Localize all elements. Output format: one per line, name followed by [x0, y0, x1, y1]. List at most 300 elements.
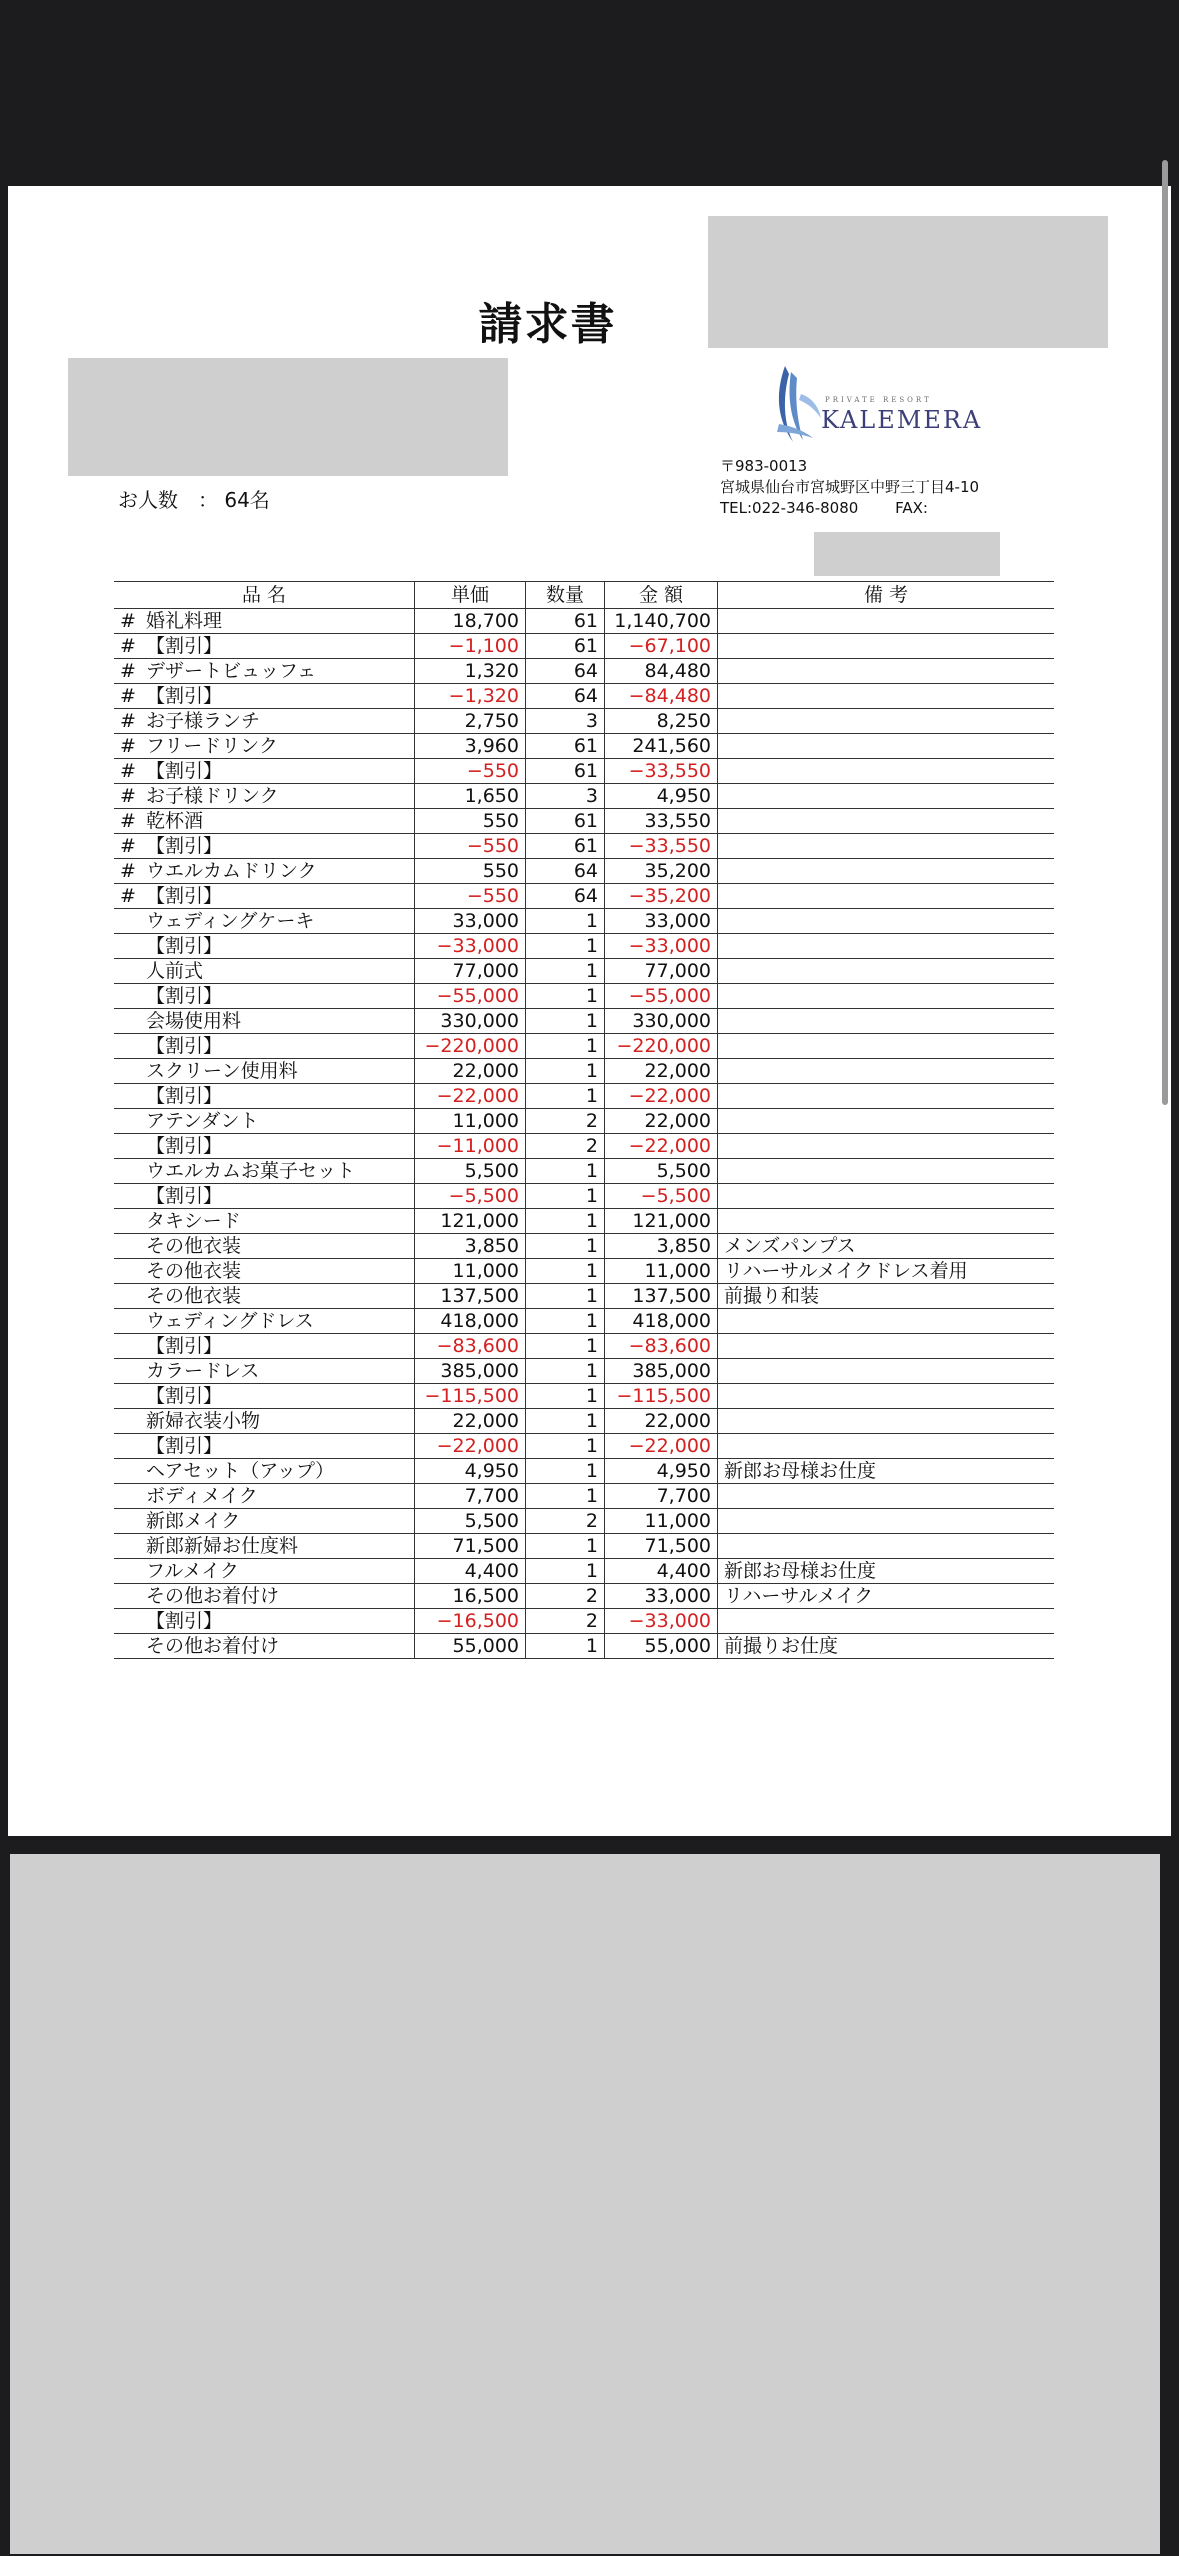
amount-cell: 33,000 — [605, 1584, 718, 1609]
item-name: フリードリンク — [146, 735, 278, 757]
item-name: その他衣装 — [146, 1235, 242, 1257]
note-cell — [718, 784, 1055, 809]
table-row — [114, 1384, 1054, 1409]
quantity-cell: 1 — [526, 1059, 605, 1084]
logo-subtitle: PRIVATE RESORT — [825, 396, 932, 404]
note-cell — [718, 859, 1055, 884]
amount-cell: −55,000 — [605, 984, 718, 1009]
table-row — [114, 759, 1054, 784]
contact-line — [720, 498, 979, 519]
unit-price-cell: 385,000 — [415, 1359, 526, 1384]
redacted-block-recipient — [68, 358, 508, 476]
item-name: デザートビュッフェ — [146, 660, 317, 682]
item-name: 【割引】 — [146, 1085, 223, 1107]
item-hash-mark: # — [120, 635, 136, 657]
quantity-cell: 61 — [526, 734, 605, 759]
amount-cell: 418,000 — [605, 1309, 718, 1334]
note-cell — [718, 1134, 1055, 1159]
table-row — [114, 1059, 1054, 1084]
amount-cell: 33,550 — [605, 809, 718, 834]
note-cell: 新郎お母様お仕度 — [718, 1459, 1055, 1484]
quantity-cell: 61 — [526, 609, 605, 634]
note-cell — [718, 1059, 1055, 1084]
quantity-cell: 1 — [526, 1284, 605, 1309]
unit-price-cell: 16,500 — [415, 1584, 526, 1609]
quantity-cell: 1 — [526, 1009, 605, 1034]
table-row — [114, 1559, 1054, 1584]
amount-cell: −33,000 — [605, 1609, 718, 1634]
amount-cell: −33,000 — [605, 934, 718, 959]
quantity-cell: 1 — [526, 934, 605, 959]
quantity-cell: 1 — [526, 1434, 605, 1459]
item-name: 乾杯酒 — [146, 810, 204, 832]
invoice-items-table — [114, 581, 1054, 1659]
unit-price-cell: 1,650 — [415, 784, 526, 809]
note-cell — [718, 1209, 1055, 1234]
note-cell — [718, 834, 1055, 859]
company-address: 宮城県仙台市宮城野区中野三丁目4-10 — [720, 478, 980, 496]
table-row — [114, 1134, 1054, 1159]
invoice-page — [8, 186, 1171, 1836]
item-name: ヘアセット（アップ） — [146, 1460, 335, 1482]
company-logo — [773, 364, 983, 448]
unit-price-cell: −5,500 — [415, 1184, 526, 1209]
quantity-cell: 1 — [526, 1334, 605, 1359]
table-row — [114, 934, 1054, 959]
note-cell: リハーサルメイク — [718, 1584, 1055, 1609]
page-title: 請求書 — [478, 299, 617, 350]
note-cell — [718, 984, 1055, 1009]
note-cell: リハーサルメイクドレス着用 — [718, 1259, 1055, 1284]
item-name: 【割引】 — [146, 1185, 223, 1207]
item-name-cell — [114, 909, 415, 934]
quantity-cell: 1 — [526, 909, 605, 934]
unit-price-cell: 3,850 — [415, 1234, 526, 1259]
note-cell — [718, 809, 1055, 834]
unit-price-cell: 5,500 — [415, 1159, 526, 1184]
amount-cell: −35,200 — [605, 884, 718, 909]
amount-cell: 330,000 — [605, 1009, 718, 1034]
unit-price-cell: 4,400 — [415, 1559, 526, 1584]
item-name-cell — [114, 1384, 415, 1409]
item-name: 【割引】 — [146, 1335, 223, 1357]
item-name: 【割引】 — [146, 760, 223, 782]
amount-cell: −5,500 — [605, 1184, 718, 1209]
unit-price-cell: 5,500 — [415, 1509, 526, 1534]
item-name-cell — [114, 834, 415, 859]
unit-price-cell: 22,000 — [415, 1059, 526, 1084]
unit-price-cell: 550 — [415, 859, 526, 884]
item-name-cell — [114, 859, 415, 884]
item-name-cell — [114, 1009, 415, 1034]
note-cell: メンズパンプス — [718, 1234, 1055, 1259]
item-name: カラードレス — [146, 1360, 260, 1382]
persons-label: お人数 ： — [118, 488, 218, 512]
table-row — [114, 1484, 1054, 1509]
amount-cell: 11,000 — [605, 1509, 718, 1534]
note-cell — [718, 659, 1055, 684]
note-cell — [718, 709, 1055, 734]
unit-price-cell: 550 — [415, 809, 526, 834]
unit-price-cell: 77,000 — [415, 959, 526, 984]
amount-cell: −22,000 — [605, 1134, 718, 1159]
table-row — [114, 1509, 1054, 1534]
table-row — [114, 1084, 1054, 1109]
item-name-cell — [114, 1534, 415, 1559]
item-name-cell — [114, 1484, 415, 1509]
amount-cell: −33,550 — [605, 834, 718, 859]
amount-cell: 84,480 — [605, 659, 718, 684]
table-row — [114, 1009, 1054, 1034]
note-cell — [718, 1184, 1055, 1209]
item-hash-mark: # — [120, 785, 136, 807]
unit-price-cell: −1,100 — [415, 634, 526, 659]
item-name: その他お着付け — [146, 1635, 280, 1657]
quantity-cell: 1 — [526, 1359, 605, 1384]
item-name: 【割引】 — [146, 935, 223, 957]
item-name: 【割引】 — [146, 885, 223, 907]
amount-cell: −22,000 — [605, 1084, 718, 1109]
header-amount: 金 額 — [605, 582, 718, 609]
unit-price-cell: −16,500 — [415, 1609, 526, 1634]
unit-price-cell: 330,000 — [415, 1009, 526, 1034]
table-row — [114, 609, 1054, 634]
quantity-cell: 2 — [526, 1584, 605, 1609]
item-name: 【割引】 — [146, 685, 223, 707]
item-name: その他衣装 — [146, 1260, 242, 1282]
amount-cell: 241,560 — [605, 734, 718, 759]
item-name-cell — [114, 684, 415, 709]
amount-cell: 137,500 — [605, 1284, 718, 1309]
unit-price-cell: 121,000 — [415, 1209, 526, 1234]
unit-price-cell: −83,600 — [415, 1334, 526, 1359]
fax-number: FAX: — [895, 499, 928, 517]
item-name-cell — [114, 609, 415, 634]
quantity-cell: 1 — [526, 1484, 605, 1509]
item-name-cell — [114, 1234, 415, 1259]
quantity-cell: 1 — [526, 1409, 605, 1434]
unit-price-cell: 11,000 — [415, 1259, 526, 1284]
item-name-cell — [114, 784, 415, 809]
table-row — [114, 1409, 1054, 1434]
table-row — [114, 1309, 1054, 1334]
item-name: ウェディングケーキ — [146, 910, 315, 932]
item-name: 会場使用料 — [146, 1010, 242, 1032]
amount-cell: 4,950 — [605, 1459, 718, 1484]
table-row — [114, 709, 1054, 734]
note-cell — [718, 1109, 1055, 1134]
item-hash-mark: # — [120, 835, 136, 857]
item-name: 【割引】 — [146, 985, 223, 1007]
amount-cell: 121,000 — [605, 1209, 718, 1234]
note-cell — [718, 1484, 1055, 1509]
note-cell — [718, 1384, 1055, 1409]
quantity-cell: 61 — [526, 809, 605, 834]
item-name: お子様ランチ — [146, 710, 261, 732]
note-cell — [718, 1359, 1055, 1384]
item-name: 【割引】 — [146, 835, 223, 857]
quantity-cell: 61 — [526, 634, 605, 659]
amount-cell: −220,000 — [605, 1034, 718, 1059]
amount-cell: −115,500 — [605, 1384, 718, 1409]
item-name-cell — [114, 634, 415, 659]
table-row — [114, 1259, 1054, 1284]
amount-cell: 71,500 — [605, 1534, 718, 1559]
quantity-cell: 64 — [526, 859, 605, 884]
quantity-cell: 1 — [526, 1034, 605, 1059]
item-name-cell — [114, 1584, 415, 1609]
amount-cell: 385,000 — [605, 1359, 718, 1384]
quantity-cell: 2 — [526, 1109, 605, 1134]
unit-price-cell: 55,000 — [415, 1634, 526, 1659]
header-unit-price: 単価 — [415, 582, 526, 609]
item-name-cell — [114, 1459, 415, 1484]
header-quantity: 数量 — [526, 582, 605, 609]
unit-price-cell: −1,320 — [415, 684, 526, 709]
amount-cell: −84,480 — [605, 684, 718, 709]
quantity-cell: 1 — [526, 959, 605, 984]
note-cell — [718, 734, 1055, 759]
amount-cell: −67,100 — [605, 634, 718, 659]
item-name-cell — [114, 1034, 415, 1059]
quantity-cell: 1 — [526, 1259, 605, 1284]
header-item-name: 品 名 — [114, 582, 415, 609]
note-cell — [718, 1334, 1055, 1359]
item-name-cell — [114, 1259, 415, 1284]
item-name: 人前式 — [146, 960, 204, 982]
amount-cell: 77,000 — [605, 959, 718, 984]
quantity-cell: 64 — [526, 884, 605, 909]
item-name-cell — [114, 1309, 415, 1334]
note-cell — [718, 1434, 1055, 1459]
amount-cell: −22,000 — [605, 1434, 718, 1459]
quantity-cell: 1 — [526, 1534, 605, 1559]
table-row — [114, 1459, 1054, 1484]
quantity-cell: 2 — [526, 1134, 605, 1159]
quantity-cell: 2 — [526, 1609, 605, 1634]
table-row — [114, 909, 1054, 934]
item-name: タキシード — [146, 1210, 241, 1232]
note-cell — [718, 1309, 1055, 1334]
amount-cell: 5,500 — [605, 1159, 718, 1184]
item-name-cell — [114, 1209, 415, 1234]
item-name-cell — [114, 709, 415, 734]
item-name-cell — [114, 1159, 415, 1184]
note-cell — [718, 634, 1055, 659]
unit-price-cell: 11,000 — [415, 1109, 526, 1134]
table-row — [114, 834, 1054, 859]
logo-name: KALEMERA — [821, 406, 983, 434]
note-cell — [718, 1534, 1055, 1559]
item-name-cell — [114, 1359, 415, 1384]
item-name-cell — [114, 1084, 415, 1109]
note-cell — [718, 1009, 1055, 1034]
table-row — [114, 634, 1054, 659]
item-hash-mark: # — [120, 810, 136, 832]
table-row — [114, 734, 1054, 759]
table-row — [114, 1209, 1054, 1234]
quantity-cell: 1 — [526, 1459, 605, 1484]
unit-price-cell: 18,700 — [415, 609, 526, 634]
scrollbar[interactable] — [1162, 160, 1168, 1105]
table-header-row — [114, 582, 1054, 609]
note-cell: 前撮りお仕度 — [718, 1634, 1055, 1659]
item-name-cell — [114, 1184, 415, 1209]
quantity-cell: 1 — [526, 984, 605, 1009]
unit-price-cell: −55,000 — [415, 984, 526, 1009]
item-name-cell — [114, 1434, 415, 1459]
quantity-cell: 3 — [526, 784, 605, 809]
item-hash-mark: # — [120, 735, 136, 757]
item-name-cell — [114, 959, 415, 984]
table-row — [114, 1034, 1054, 1059]
table-row — [114, 1334, 1054, 1359]
unit-price-cell: −550 — [415, 834, 526, 859]
item-hash-mark: # — [120, 885, 136, 907]
note-cell — [718, 1509, 1055, 1534]
item-name: ウエルカムお菓子セット — [146, 1160, 356, 1182]
item-name: 【割引】 — [146, 1035, 223, 1057]
unit-price-cell: 2,750 — [415, 709, 526, 734]
item-name-cell — [114, 884, 415, 909]
amount-cell: 4,400 — [605, 1559, 718, 1584]
item-name-cell — [114, 759, 415, 784]
table-row — [114, 1234, 1054, 1259]
table-row — [114, 1159, 1054, 1184]
item-name-cell — [114, 1509, 415, 1534]
item-name-cell — [114, 809, 415, 834]
item-name: ウェディングドレス — [146, 1310, 314, 1332]
quantity-cell: 1 — [526, 1384, 605, 1409]
unit-price-cell: −33,000 — [415, 934, 526, 959]
item-name: その他お着付け — [146, 1585, 280, 1607]
quantity-cell: 1 — [526, 1209, 605, 1234]
table-row — [114, 1284, 1054, 1309]
quantity-cell: 3 — [526, 709, 605, 734]
table-row — [114, 859, 1054, 884]
unit-price-cell: 418,000 — [415, 1309, 526, 1334]
quantity-cell: 61 — [526, 834, 605, 859]
item-name: その他衣装 — [146, 1285, 242, 1307]
item-name: 婚礼料理 — [146, 610, 223, 632]
note-cell — [718, 909, 1055, 934]
note-cell — [718, 759, 1055, 784]
item-hash-mark: # — [120, 685, 136, 707]
table-row — [114, 1584, 1054, 1609]
item-name-cell — [114, 1134, 415, 1159]
note-cell — [718, 884, 1055, 909]
item-name: スクリーン使用料 — [146, 1060, 298, 1082]
item-name-cell — [114, 984, 415, 1009]
postal-code: 〒983-0013 — [720, 457, 808, 475]
item-name: お子様ドリンク — [146, 785, 279, 807]
table-row — [114, 1109, 1054, 1134]
unit-price-cell: 7,700 — [415, 1484, 526, 1509]
item-name-cell — [114, 934, 415, 959]
unit-price-cell: −550 — [415, 759, 526, 784]
item-name: 【割引】 — [146, 1135, 223, 1157]
persons-count — [118, 484, 270, 513]
quantity-cell: 1 — [526, 1159, 605, 1184]
redacted-second-page — [10, 1854, 1160, 2554]
tel-number: TEL:022-346-8080 — [720, 499, 859, 517]
quantity-cell: 61 — [526, 759, 605, 784]
item-hash-mark: # — [120, 610, 136, 632]
amount-cell: 22,000 — [605, 1059, 718, 1084]
unit-price-cell: −22,000 — [415, 1434, 526, 1459]
item-hash-mark: # — [120, 860, 136, 882]
item-name: ボディメイク — [146, 1485, 258, 1507]
unit-price-cell: 71,500 — [415, 1534, 526, 1559]
table-row — [114, 1434, 1054, 1459]
table-row — [114, 1609, 1054, 1634]
item-name: 【割引】 — [146, 1385, 223, 1407]
unit-price-cell: −115,500 — [415, 1384, 526, 1409]
table-row — [114, 684, 1054, 709]
quantity-cell: 1 — [526, 1234, 605, 1259]
item-name-cell — [114, 1559, 415, 1584]
item-name: フルメイク — [146, 1560, 239, 1582]
note-cell — [718, 609, 1055, 634]
item-name-cell — [114, 1334, 415, 1359]
amount-cell: 3,850 — [605, 1234, 718, 1259]
amount-cell: 22,000 — [605, 1409, 718, 1434]
item-name-cell — [114, 1609, 415, 1634]
note-cell — [718, 959, 1055, 984]
item-name: 新郎新婦お仕度料 — [146, 1535, 299, 1557]
note-cell — [718, 1409, 1055, 1434]
unit-price-cell: 4,950 — [415, 1459, 526, 1484]
unit-price-cell: −11,000 — [415, 1134, 526, 1159]
note-cell — [718, 684, 1055, 709]
note-cell — [718, 1159, 1055, 1184]
table-row — [114, 659, 1054, 684]
amount-cell: −83,600 — [605, 1334, 718, 1359]
table-row — [114, 1634, 1054, 1659]
amount-cell: −33,550 — [605, 759, 718, 784]
item-name-cell — [114, 1109, 415, 1134]
redacted-block-stamp — [814, 532, 1000, 576]
quantity-cell: 64 — [526, 684, 605, 709]
unit-price-cell: −220,000 — [415, 1034, 526, 1059]
note-cell — [718, 1084, 1055, 1109]
unit-price-cell: 1,320 — [415, 659, 526, 684]
table-row — [114, 884, 1054, 909]
unit-price-cell: 137,500 — [415, 1284, 526, 1309]
quantity-cell: 1 — [526, 1084, 605, 1109]
item-name: 【割引】 — [146, 1435, 223, 1457]
item-name: 新婦衣装小物 — [146, 1410, 261, 1432]
quantity-cell: 1 — [526, 1634, 605, 1659]
note-cell: 新郎お母様お仕度 — [718, 1559, 1055, 1584]
note-cell — [718, 1609, 1055, 1634]
table-row — [114, 784, 1054, 809]
amount-cell: 8,250 — [605, 709, 718, 734]
unit-price-cell: −22,000 — [415, 1084, 526, 1109]
item-name: アテンダント — [146, 1110, 259, 1132]
quantity-cell: 64 — [526, 659, 605, 684]
table-row — [114, 959, 1054, 984]
table-row — [114, 1184, 1054, 1209]
amount-cell: 11,000 — [605, 1259, 718, 1284]
item-hash-mark: # — [120, 760, 136, 782]
item-name-cell — [114, 1634, 415, 1659]
table-row — [114, 809, 1054, 834]
item-name-cell — [114, 1284, 415, 1309]
quantity-cell: 1 — [526, 1184, 605, 1209]
amount-cell: 7,700 — [605, 1484, 718, 1509]
note-cell: 前撮り和装 — [718, 1284, 1055, 1309]
